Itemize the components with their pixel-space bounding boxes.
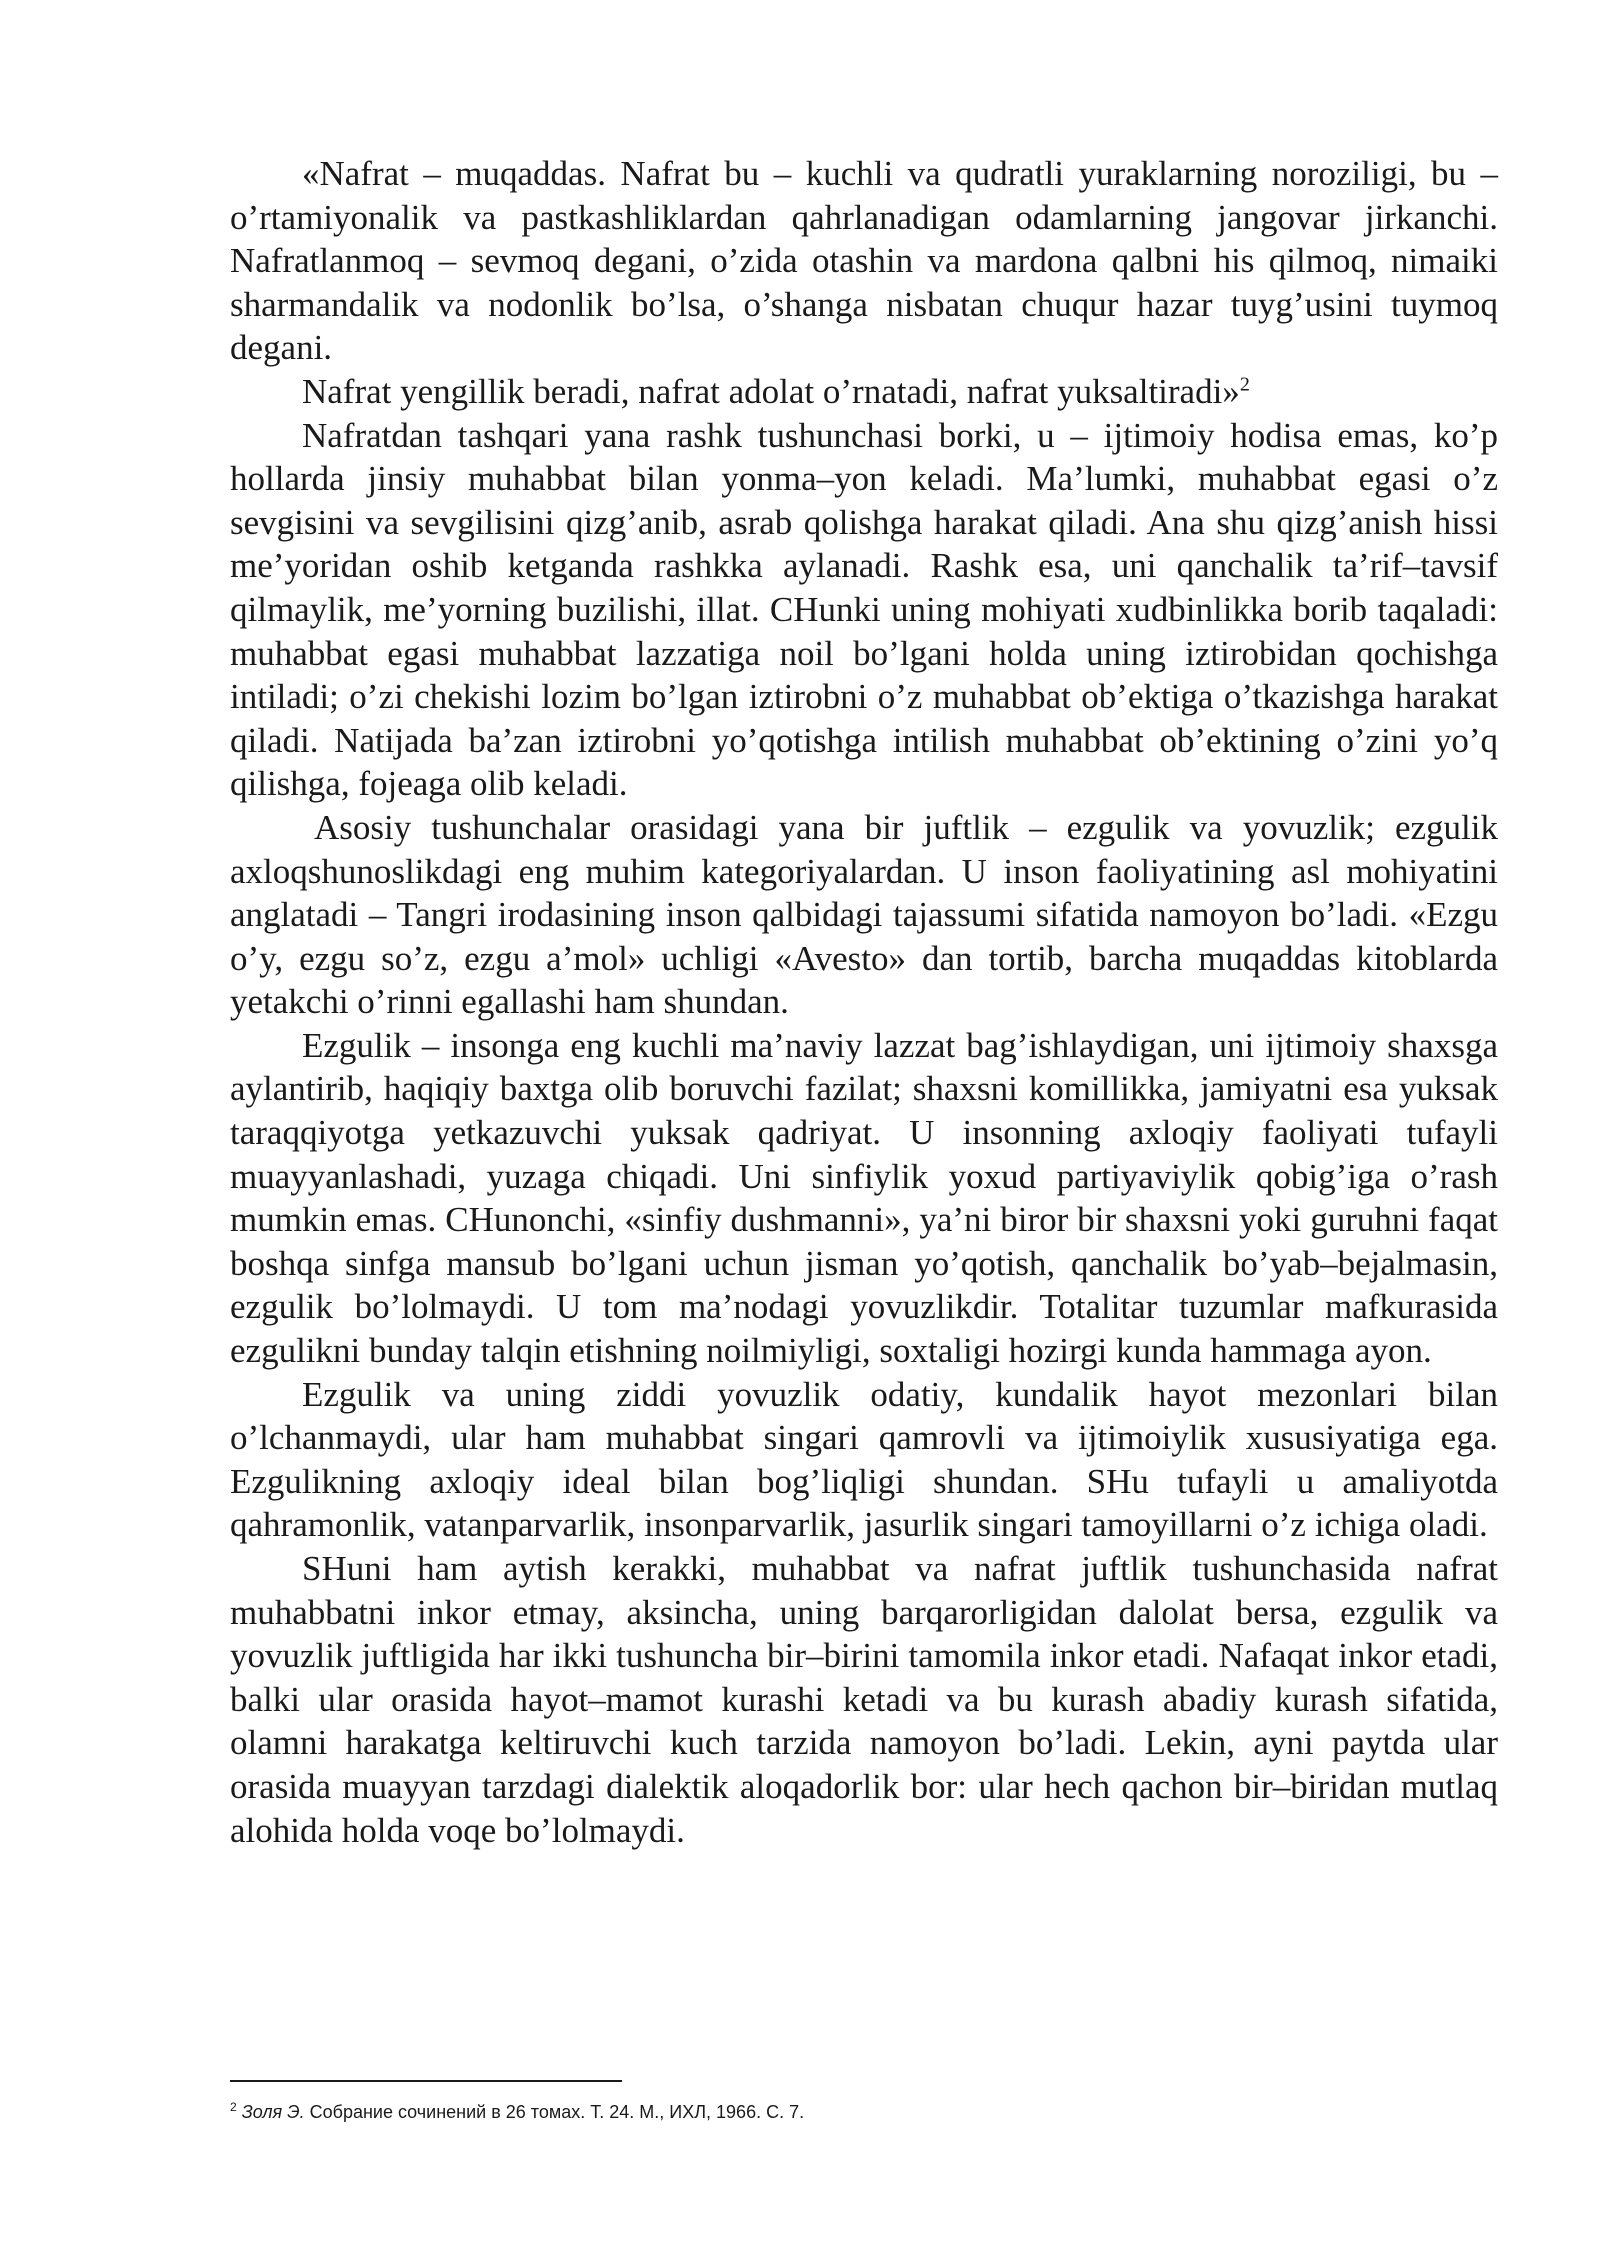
paragraph-1: «Nafrat – muqaddas. Nafrat bu – kuchli va qudratli yuraklarning noroziligi, bu – o’rtamiyonalik va pastkashliklardan qahrlanadigan odamlarning jangovar jirkanchi. Nafratlanmoq – sevmoq degani, o’zida otashin va mardona qalbni his qilmoq, nimaiki sharmandalik va nodonlik bo’lsa, o’shanga nisbatan chuqur hazar tuyg’usini tuymoq degani. bbox=[230, 154, 1498, 368]
footnote bbox=[230, 2100, 1498, 2124]
footnote-text: Собрание сочинений в 26 томах. Т. 24. М., ИХЛ, 1966. С. 7. bbox=[304, 2102, 805, 2122]
paragraph-5: Ezgulik – insonga eng kuchli ma’naviy lazzat bag’ishlaydigan, uni ijtimoiy shaxsga aylantirib, haqiqiy baxtga olib boruvchi fazilat; shaxsni komillikka, jamiyatni esa yuksak taraqqiyotga yetkazuvchi yuksak qadriyat. U insonning axloqiy faoliyati tufayli muayyanlashadi, yuzaga chiqadi. Uni sinfiylik yoxud partiyaviylik qobig’iga o’rash mumkin emas. CHunonchi, «sinfiy dushmanni», ya’ni biror bir shaxsni yoki guruhni faqat boshqa sinfga mansub bo’lgani uchun jisman yo’qotish, qanchalik bo’yab–bejalmasin, ezgulik bo’lolmaydi. U tom ma’nodagi yovuzlikdir. Totalitar tuzumlar mafkurasida ezgulikni bunday talqin etishning noilmiyligi, soxtaligi hozirgi kunda hammaga ayon. bbox=[230, 1025, 1498, 1371]
paragraph-6: Ezgulik va uning ziddi yovuzlik odatiy, kundalik hayot mezonlari bilan o’lchanmaydi, ular ham muhabbat singari qamrovli va ijtimoiylik xususiyatiga ega. Ezgulikning axloqiy ideal bilan bog’liqligi shundan. SHu tufayli u amaliyotda qahramonlik, vatanparvarlik, insonparvarlik, jasurlik singari tamoyillarni o’z ichiga oladi. bbox=[230, 1374, 1498, 1545]
paragraph-2-text: Nafrat yengillik beradi, nafrat adolat o’rnatadi, nafrat yuksaltiradi» bbox=[302, 371, 1240, 411]
footnote-reference[interactable]: 2 bbox=[1239, 373, 1250, 396]
paragraph-2 bbox=[230, 370, 1498, 414]
footnote-author: Золя Э. bbox=[241, 2102, 305, 2122]
footnote-number: 2 bbox=[230, 2100, 237, 2114]
paragraph-4: Asosiy tushunchalar orasidagi yana bir juftlik – ezgulik va yovuzlik; ezgulik axloqshunoslikdagi eng muhim kategoriyalardan. U inson faoliyatining asl mohiyatini anglatadi – Tangri irodasining inson qalbidagi tajassumi sifatida namoyon bo’ladi. «Ezgu o’y, ezgu so’z, ezgu a’mol» uchligi «Avesto» dan tortib, barcha muqaddas kitoblarda yetakchi o’rinni egallashi ham shundan. bbox=[230, 807, 1498, 1022]
paragraph-3: Nafratdan tashqari yana rashk tushunchasi borki, u – ijtimoiy hodisa emas, ko’p hollarda jinsiy muhabbat bilan yonma–yon keladi. Ma’lumki, muhabbat egasi o’z sevgisini va sevgilisini qizg’anib, asrab qolishga harakat qiladi. Ana shu qizg’anish hissi me’yoridan oshib ketganda rashkka aylanadi. Rashk esa, uni qanchalik ta’rif–tavsif qilmaylik, me’yorning buzilishi, illat. CHunki uning mohiyati xudbinlikka borib taqaladi: muhabbat egasi muhabbat lazzatiga noil bo’lgani holda uning iztirobidan qochishga intiladi; o’zi chekishi lozim bo’lgan iztirobni o’z muhabbat ob’ektiga o’tkazishga harakat qiladi. Natijada ba’zan iztirobni yo’qotishga intilish muhabbat ob’ektining o’zini yo’q qilishga, fojeaga olib keladi. bbox=[230, 415, 1498, 804]
main-text bbox=[230, 152, 1498, 1852]
paragraph-7: SHuni ham aytish kerakki, muhabbat va nafrat juftlik tushunchasida nafrat muhabbatni inkor etmay, aksincha, uning barqarorligidan dalolat bersa, ezgulik va yovuzlik juftligida har ikki tushuncha bir–birini tamomila inkor etadi. Nafaqat inkor etadi, balki ular orasida hayot–mamot kurashi ketadi va bu kurash abadiy kurash sifatida, olamni harakatga keltiruvchi kuch tarzida namoyon bo’ladi. Lekin, ayni paytda ular orasida muayyan tarzdagi dialektik aloqadorlik bor: ular hech qachon bir–biridan mutlaq alohida holda voqe bo’lolmaydi. bbox=[230, 1549, 1498, 1850]
footnote-separator bbox=[230, 2080, 622, 2082]
